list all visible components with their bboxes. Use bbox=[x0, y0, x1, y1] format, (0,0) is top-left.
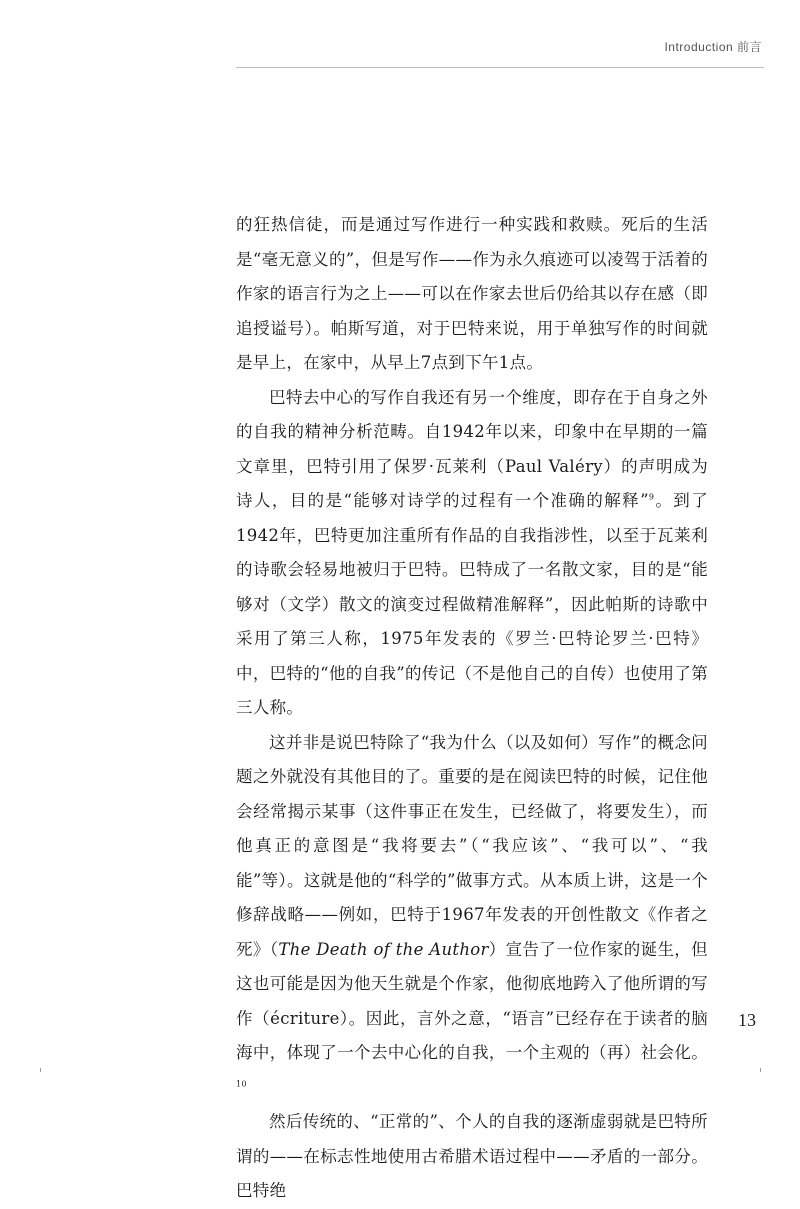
paragraph bbox=[236, 208, 708, 381]
footnote-ref: 10 bbox=[236, 1079, 247, 1088]
paragraph-text: 这并非是说巴特除了“我为什么（以及如何）写作”的概念问题之外就没有其他目的了。重要的是在阅读巴特的时候，记住他会经常揭示某事（这件事正在发生，已经做了，将要发生），而他真正的意图是“我将要去”（“我应该”、“我可以”、“我能”等）。这就是他的“科学的”做事方式。从本质上讲，这是一个修辞战略——例如，巴特于1967年发表的开创性散文《作者之死》（ bbox=[236, 732, 708, 959]
page-number: 13 bbox=[738, 1010, 756, 1030]
footnote-ref: 9 bbox=[648, 492, 655, 502]
paragraph-text: 然后传统的、“正常的”、个人的自我的逐渐虚弱就是巴特所谓的——在标志性地使用古希腊术语过程中——矛盾的一部分。巴特绝 bbox=[236, 1112, 708, 1200]
paragraph-text: ）宣告了一位作家的诞生，但这也可能是因为他天生就是个作家，他彻底地跨入了他所谓的写作（écriture）。因此，言外之意，“语言”已经存在于读者的脑海中，体现了一个去中心化的自我，一个主观的（再）社会化。 bbox=[236, 939, 708, 1062]
paragraph bbox=[236, 381, 708, 726]
paragraph-text: 的狂热信徒，而是通过写作进行一种实践和救赎。死后的生活是“毫无意义的”，但是写作——作为永久痕迹可以凌驾于活着的作家的语言行为之上——可以在作家去世后仍给其以存在感（即追授谥号）。帕斯写道，对于巴特来说，用于单独写作的时间就是早上，在家中，从早上7点到下午1点。 bbox=[236, 215, 708, 372]
running-header: Introduction 前言 bbox=[664, 40, 762, 54]
header-rule bbox=[236, 67, 764, 68]
crop-mark bbox=[40, 1068, 41, 1072]
italic-title: The Death of the Author bbox=[278, 939, 489, 959]
paragraph-text: 巴特去中心的写作自我还有另一个维度，即存在于自身之外的自我的精神分析范畴。自1942年以来，印象中在早期的一篇文章里，巴特引用了保罗·瓦莱利（Paul Valéry）的声明成为诗人，目的是“能够对诗学的过程有一个准确的解释” bbox=[236, 387, 708, 510]
paragraph-text: 。到了1942年，巴特更加注重所有作品的自我指涉性，以至于瓦莱利的诗歌会轻易地被归于巴特。巴特成了一名散文家，目的是“能够对（文学）散文的演变过程做精准解释”，因此帕斯的诗歌中采用了第三人称，1975年发表的《罗兰·巴特论罗兰·巴特》中，巴特的“他的自我”的传记（不是他自己的自传）也使用了第三人称。 bbox=[236, 491, 708, 717]
crop-mark bbox=[760, 1068, 761, 1072]
paragraph bbox=[236, 726, 708, 1106]
paragraph bbox=[236, 1105, 708, 1209]
body-text bbox=[236, 208, 708, 1209]
